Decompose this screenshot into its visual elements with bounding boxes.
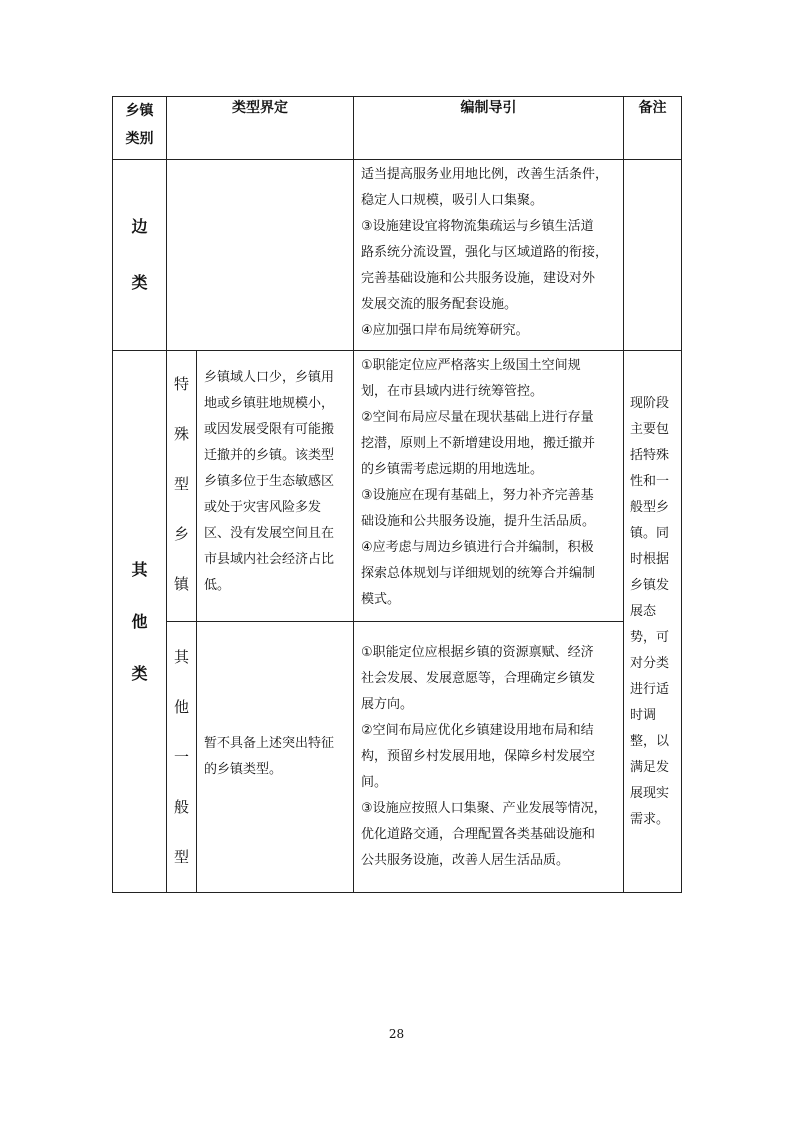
guide-line: 础设施和公共服务设施，提升生活品质。 [361, 514, 596, 529]
subtype-char: 般 [173, 798, 189, 816]
header-category [113, 97, 167, 160]
guide-line: ③设施应在现有基础上，努力补齐完善基 [361, 488, 594, 503]
general-definition-cell [197, 622, 354, 893]
header-guide: 编制导引 [354, 97, 624, 160]
header-row [113, 97, 682, 160]
guide-line: 模式。 [361, 592, 401, 607]
border-note-cell [624, 160, 682, 351]
header-category-line2: 类别 [125, 131, 154, 147]
note-line: 展态 [630, 604, 657, 619]
note-line: 现阶段 [630, 396, 670, 411]
guide-line: ②空间布局应优化乡镇建设用地布局和结 [361, 723, 594, 738]
special-subtype [167, 351, 197, 622]
border-row [113, 160, 682, 351]
special-row [113, 351, 682, 622]
general-guide-cell [354, 622, 624, 893]
subtype-char: 乡 [173, 525, 189, 543]
guide-line: 划，在市县域内进行统筹管控。 [361, 384, 544, 399]
header-category-line1: 乡镇 [125, 103, 154, 119]
header-note: 备注 [624, 97, 682, 160]
guide-line: 稳定人口规模，吸引人口集聚。 [361, 193, 544, 208]
border-definition-cell [167, 160, 354, 351]
definition-line: 迁撤并的乡镇。该类型 [204, 448, 335, 463]
guide-line: 构，预留乡村发展用地，保障乡村发展空 [361, 749, 596, 764]
note-line: 性和一 [630, 474, 670, 489]
guide-line: ①职能定位应根据乡镇的资源禀赋、经济 [361, 645, 594, 660]
other-category-char: 他 [131, 611, 148, 631]
subtype-char: 殊 [173, 425, 189, 443]
subtype-char: 特 [173, 375, 189, 393]
note-line: 满足发 [630, 760, 670, 775]
guide-line: 发展交流的服务配套设施。 [361, 297, 518, 312]
note-line: 时调 [630, 708, 657, 723]
definition-line: 乡镇多位于生态敏感区 [204, 474, 335, 489]
guide-line: 适当提高服务业用地比例，改善生活条件， [361, 167, 609, 182]
definition-line: 区、没有发展空间且在 [204, 526, 335, 541]
guide-line: 探索总体规划与详细规划的统筹合并编制 [361, 566, 596, 581]
definition-line: 乡镇域人口少，乡镇用 [204, 370, 335, 385]
planning-guide-table [112, 96, 682, 893]
guide-line: 间。 [361, 775, 388, 790]
note-line: 乡镇发 [630, 578, 670, 593]
other-category-char: 其 [131, 559, 148, 579]
guide-line: 路系统分流设置，强化与区域道路的衔接， [361, 245, 609, 260]
guide-line: 完善基础设施和公共服务设施，建设对外 [361, 271, 596, 286]
guide-line: 社会发展、发展意愿等，合理确定乡镇发 [361, 671, 596, 686]
page-number: 28 [388, 1027, 405, 1041]
guide-line: 的乡镇需考虑远期的用地选址。 [361, 462, 544, 477]
definition-line: 的乡镇类型。 [204, 761, 283, 777]
other-note-cell [624, 351, 682, 893]
guide-line: ②空间布局应尽量在现状基础上进行存量 [361, 410, 594, 425]
note-line: 般型乡 [630, 500, 670, 515]
note-line: 势，可 [630, 630, 670, 645]
note-line: 时根据 [630, 552, 670, 567]
definition-line: 暂不具备上述突出特征 [204, 735, 335, 751]
border-category [113, 160, 167, 351]
guide-line: ④应加强口岸布局统筹研究。 [361, 323, 529, 338]
guide-line: ①职能定位应严格落实上级国土空间规 [361, 358, 581, 373]
guide-line: ③设施应按照人口集聚、产业发展等情况， [361, 801, 607, 816]
note-line: 需求。 [630, 812, 670, 827]
subtype-char: 镇 [173, 575, 189, 593]
subtype-char: 其 [173, 648, 189, 666]
definition-line: 或处于灾害风险多发 [204, 500, 322, 515]
guide-line: ③设施建设宜将物流集疏运与乡镇生活道 [361, 219, 594, 234]
special-guide-cell [354, 351, 624, 622]
guide-line: 优化道路交通，合理配置各类基础设施和 [361, 827, 596, 842]
border-category-char2: 类 [131, 273, 148, 292]
header-definition: 类型界定 [167, 97, 354, 160]
note-line: 进行适 [630, 682, 670, 697]
note-line: 主要包 [630, 422, 670, 437]
definition-line: 低。 [204, 578, 231, 593]
guide-line: 公共服务设施，改善人居生活品质。 [361, 853, 570, 868]
other-category-char: 类 [131, 663, 148, 683]
general-subtype [167, 622, 197, 893]
guide-line: ④应考虑与周边乡镇进行合并编制，积极 [361, 540, 594, 555]
subtype-char: 型 [173, 848, 189, 866]
subtype-char: 一 [173, 748, 189, 766]
note-line: 镇。同 [630, 526, 670, 541]
general-row [113, 622, 682, 893]
note-line: 括特殊 [630, 448, 670, 463]
guide-line: 挖潜，原则上不新增建设用地，搬迁撤并 [361, 436, 596, 451]
definition-line: 或因发展受限有可能搬 [204, 422, 335, 437]
border-category-char1: 边 [131, 217, 148, 236]
definition-line: 地或乡镇驻地规模小， [204, 396, 335, 411]
border-guide-cell [354, 160, 624, 351]
definition-line: 市县域内社会经济占比 [204, 552, 335, 567]
subtype-char: 型 [173, 475, 189, 493]
subtype-char: 他 [173, 698, 189, 716]
note-line: 整，以 [630, 734, 670, 749]
guide-line: 展方向。 [361, 697, 414, 712]
note-line: 展现实 [630, 786, 670, 801]
special-definition-cell [197, 351, 354, 622]
note-line: 对分类 [630, 656, 670, 671]
other-category [113, 351, 167, 893]
